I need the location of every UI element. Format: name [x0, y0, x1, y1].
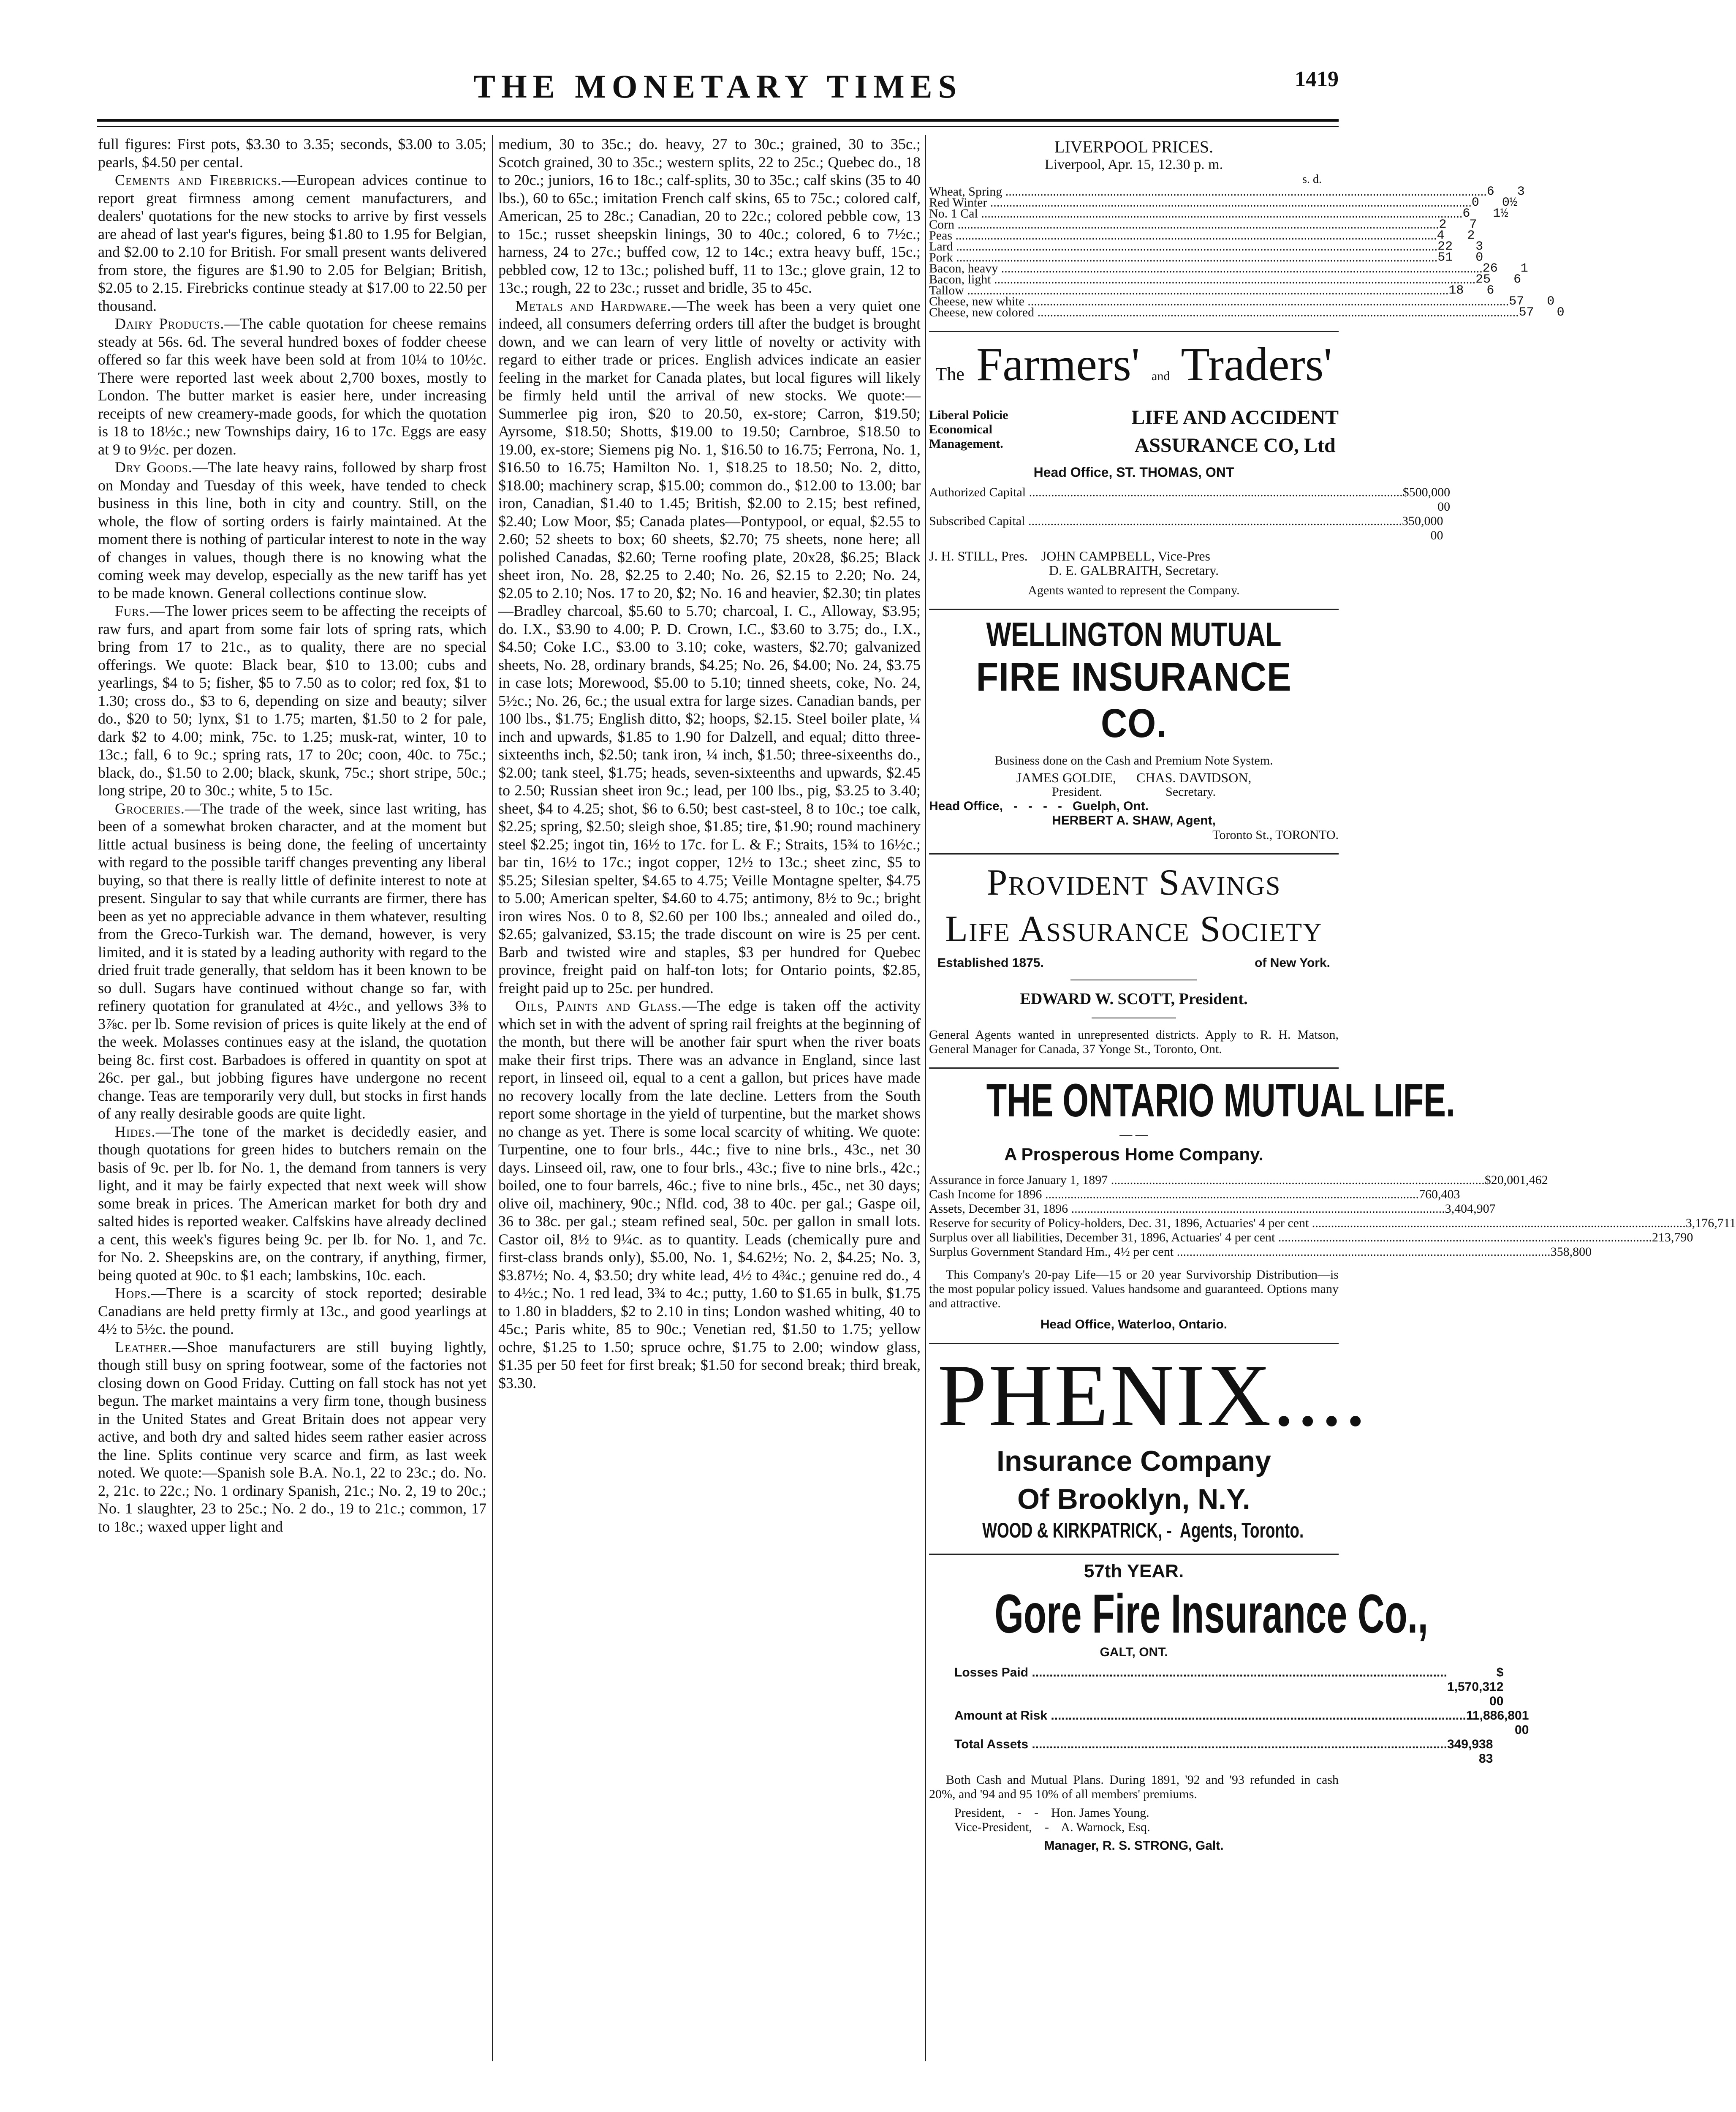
liverpool-item-value: 18 6 — [1448, 283, 1494, 298]
cements-heading: Cements and Firebricks. — [115, 171, 282, 188]
metals-text: —The week has been a very quiet one indeed, all consumers deferring orders till after the budget is brought down, and we can learn of very little of novelty or activity with regard to either trade or prices. English advices indicate an easier feeling in the market for Canada plates, but local figures will likely be firmly held until the arrival of new stocks. We quote:—Summerlee pig iron, $20 to 20.50, ex-store; Carron, $19.50; Ayrsome, $18.50; Shotts, $19.00 to 19.50; Carnbroe, $18.50 to 19.00, ex-store; Siemens pig No. 1, $16.50 to 16.75; Ferrona, No. 1, $16.50 to 16.75; Hamilton No. 1, $18.25 to 18.50; No. 2, ditto, $18.00; machinery scrap, $15.00; common do., $12.00 to 13.00; bar iron, Canadian, $1.40 to 1.45; British, $2.00 to 2.15; best refined, $2.40; Low Moor, $5; Canada plates—Pontypool, or equal, $2.55 to 2.60; 52 sheets to box; 60 sheets, $2.70; 75 sheets, none here; all polished Canadas, $2.60; Terne roofing plate, 20x28, $6.25; Black sheet iron, No. 28, $2.25 to 2.40; No. 26, $2.15 to 2.20; No. 24, $2.05 to 2.10; Nos. 17 to 20, $2; No. 16 and heavier, $2.30; tin plates—Bradley charcoal, $5.60 to 5.70; charcoal, I. C., Alloway, $3.95; do. I.X., $3.90 to 4.00; P. D. Crown, I.C., $3.60 to 3.75; do., I.X., $4.50; Coke I.C., $3.00 to 3.10; coke, wasters, $2.70; galvanized sheets, No. 28, ordinary brands, $4.25; No. 26, $4.00; No. 24, $3.75 in case lots; Morewood, $5.00 to 5.10; tinned sheets, coke, No. 24, 5½c.; No. 26, 6c.; the usual extra for large sizes. Canadian bands, per 100 lbs., $1.75; English ditto, $2; hoops, $2.15. Steel boiler plate, ¼ inch and upwards, $1.85 to 1.90 for Dalzell, and equal; ditto three-sixteenths inch, $2.50; tank iron, ¼ inch, $1.50; three-sixeenths do., $2.00; tank steel, $1.75; heads, seven-sixteenths and upwards, $2.45 to 2.50; Russian sheet iron 9c.; lead, per 100 lbs., pig, $3.25 to 3.40; sheet, $4 to 4.25; shot, $6 to 6.50; best cast-steel, 8 to 10c.; toe calk, $2.25; spring, $2.50; sleigh shoe, $1.85; tire, $1.90; round machinery steel $2.25; ingot tin, 16½ to 17c. for L. & F.; Straits, 15¾ to 16½c.; bar tin, 16½ to 17c.; ingot copper, 12½ to 13c.; sheet zinc, $5 to $5.25; Silesian spelter, $4.65 to 4.75; Veille Montagne spelter, $4.75 to 5.00; American spelter, $4.60 to 4.75; antimony, 8½ to 9c.; bright iron wires Nos. 0 to 8, $2.60 per 100 lbs.; annealed and oiled do., $2.65; galvanized, $3.15; the trade discount on wire is 25 per cent. Barb and twisted wire and staples, $3 per hundred for Quebec province, freight paid on half-ton lots; for Ontario points, $2.85, freight paid up to 25c. per hundred. — [498, 297, 921, 996]
provident-heading-2: Life Assurance Society — [945, 909, 1323, 950]
liverpool-prices-subtitle: Liverpool, Apr. 15, 12.30 p. m. — [1044, 157, 1223, 172]
liverpool-item-value: 22 3 — [1437, 240, 1483, 254]
groceries-text: —The trade of the week, since last writing, has been of a somewhat broken character, and at the moment but little actual business is being done, the feeling of uncertainty with regard to the possible tariff changes preventing any liberal buying, so that there is really little of definite interest to note at present. Singular to say that while currants are firmer, there has been as yet no appreciable advance in them whatever, resulting from the Greco-Turkish war. The demand, however, is very limited, and it is stated by a leading authority with regard to the dried fruit trade generally, that seldom has it been known to be so dull. Sugars have continued without change so far, with refinery quotation for granulated at 4½c., and yellows 3⅜ to 3⅞c. per lb. Some revision of prices is quite likely at the end of the week. Molasses continues easy at the island, the quotation being 8c. first cost. Barbadoes is offered in quantity on spot at 26c. per gal., but jobbing figures have undergone no recent change. Teas are temporarily very dull, but stocks in first hands of any really desirable goods are quite light. — [98, 800, 486, 1122]
phenix-line-1: Insurance Company — [997, 1445, 1271, 1477]
ontario-figure-value: 3,176,711 — [1685, 1216, 1736, 1230]
page-number: 1419 — [1295, 67, 1339, 91]
dry-goods-paragraph — [98, 458, 486, 602]
provident-established: Established 1875. — [937, 956, 1044, 970]
ft-farmers: Farmers' — [976, 338, 1140, 391]
leather-continued-paragraph: medium, 30 to 35c.; do. heavy, 27 to 30c.; grained, 30 to 35c.; Scotch grained, 30 to 35c.; western splits, 22 to 25c.; Quebec do., 18 to 20c.; juniors, 16 to 18c.; calf-splits, 30 to 35c.; calf skins (35 to 40 lbs.), 60 to 65c.; imitation French calf skins, 65 to 75c.; colored calf, American, 25 to 28c.; Canadian, 20 to 22c.; colored pebble cow, 13 to 15c.; russet sheepskin linings, 30 to 40c.; colored, 6 to 7½c.; harness, 24 to 27c.; buffed cow, 12 to 14c.; extra heavy buff, 15c.; pebbled cow, 12 to 13c.; polished buff, 11 to 13c.; glove grain, 12 to 13c.; rough, 22 to 23c.; russet and bridle, 35 to 45c. — [498, 136, 921, 296]
header-rule — [97, 119, 1339, 122]
provident-president: EDWARD W. SCOTT, President. — [1020, 990, 1248, 1008]
liverpool-item-name: Cheese, new colored ..... — [929, 307, 1519, 318]
page-title: THE MONETARY TIMES — [473, 68, 962, 105]
ft-agents: Agents wanted to represent the Company. — [1028, 583, 1240, 597]
ontario-figure-label: Reserve for security of Policy-holders, Dec. 31, 1896, Actuaries' 4 per cent ..... — [929, 1216, 1686, 1230]
ft-secretary: D. E. GALBRAITH, Secretary. — [1049, 563, 1219, 578]
phenix-heading: PHENIX.... — [937, 1347, 1368, 1445]
column-divider-2 — [925, 135, 926, 2061]
gore-figure-label: Amount at Risk ..... — [954, 1709, 1466, 1737]
liverpool-item-name: Bacon, heavy ..... — [929, 263, 1483, 274]
liverpool-item-name: Red Winter ..... — [929, 197, 1472, 208]
liverpool-prices-table — [929, 137, 1565, 332]
ft-auth-label: Authorized Capital ..... — [929, 485, 1403, 514]
ontario-figure-value: 3,404,907 — [1445, 1202, 1496, 1216]
ft-right-block — [1131, 404, 1339, 460]
ft-head-office: Head Office, ST. THOMAS, ONT — [1033, 465, 1234, 480]
phenix-agents: WOOD & KIRKPATRICK, - Agents, Toronto. — [982, 1519, 1304, 1542]
wellington-heading-2: FIRE INSURANCE CO. — [976, 654, 1292, 746]
ontario-figure-label: Surplus over all liabilities, December 31, 1896, Actuaries' 4 per cent ..... — [929, 1230, 1652, 1245]
ontario-figure-row — [929, 1202, 1496, 1216]
hops-text: —There is a scarcity of stock reported; desirable Canadians are held pretty firmly at 13c., and good yearlings at 4½ to 5½c. the pound. — [98, 1285, 486, 1337]
furs-heading: Furs. — [115, 602, 150, 619]
provident-general-agents: General Agents wanted in unrepresented districts. Apply to R. H. Matson, General Manager for Canada, 37 Yonge St., Toronto, Ont. — [929, 1028, 1339, 1056]
gore-figure-value: 11,886,801 00 — [1466, 1709, 1529, 1737]
gore-figure-label: Losses Paid ..... — [954, 1666, 1447, 1709]
gore-president: President, - - Hon. James Young. — [954, 1806, 1149, 1820]
ontario-figure-label: Assets, December 31, 1896 ..... — [929, 1202, 1445, 1216]
ft-sub-value: 350,000 00 — [1402, 514, 1443, 542]
gore-figure-row — [954, 1737, 1493, 1766]
metals-heading: Metals and Hardware. — [515, 297, 671, 314]
gore-figure-row — [954, 1666, 1504, 1709]
leather-heading: Leather. — [115, 1338, 172, 1355]
gore-heading: Gore Fire Insurance Co., — [994, 1583, 1428, 1644]
leather-text: —Shoe manufacturers are still buying lightly, though still busy on spring footwear, some of the factories not closing down on Good Friday. Cutting on fall stock has not yet begun. The market maintains a very firm tone, though business in the United States and Great Britain does not appear very active, and both dry and salted hides seem rather easier across the line. Splits continue very scarce and firm, as last week noted. We quote:—Spanish sole B.A. No.1, 22 to 23c.; do. No. 2, 21c. to 22c.; No. 1 ordinary Spanish, 21c.; No. 2, 19 to 20c.; No. 1 slaughter, 23 to 25c.; No. 2 do., 19 to 21c.; common, 17 to 18c.; waxed upper light and — [98, 1338, 486, 1535]
oils-heading: Oils, Paints and Glass. — [515, 997, 682, 1014]
wellington-head-office: Head Office, - - - - Guelph, Ont. — [929, 799, 1149, 813]
wellington-business: Business done on the Cash and Premium Note System. — [994, 754, 1273, 768]
liverpool-item-value: 6 3 — [1486, 185, 1525, 199]
cements-text: —European advices continue to report great firmness among cement manufacturers, and dealers' quotations for the new stocks to arrive by first vessels are ahead of last year's figures, being $1.80 to 1.95 for Belgian, and $2.00 to 2.10 for British. For small present wants delivered from store, the figures are $1.90 to 2.05 for Belgian; British, $2.05 to 2.15. Firebricks continue steady at $17.00 to 22.50 per thousand. — [98, 171, 486, 314]
ontario-figure-value: $20,001,462 — [1484, 1173, 1548, 1187]
liverpool-item-name: Wheat, Spring ..... — [929, 186, 1487, 197]
market-report-column-2 — [498, 135, 921, 1392]
hides-paragraph — [98, 1123, 486, 1285]
ft-the: The — [935, 364, 964, 384]
phenix-line-2: Of Brooklyn, N.Y. — [1017, 1483, 1250, 1515]
gore-fire-ad — [929, 1555, 1529, 1853]
provident-new-york: of New York. — [1255, 956, 1330, 970]
dairy-paragraph — [98, 315, 486, 458]
gore-year: 57th YEAR. — [1084, 1561, 1184, 1581]
gore-figure-row — [954, 1709, 1529, 1737]
ontario-figures — [929, 1173, 1736, 1259]
ontario-figure-row — [929, 1173, 1548, 1187]
dry-goods-text: —The late heavy rains, followed by sharp frost on Monday and Tuesday of this week, have tended to check business in this line, both in city and country. Still, on the whole, the flow of sorting orders is fairly maintained. At the moment there is nothing of particular interest to note in the way of changes in values, though there is no knowing what the coming week may develop, especially as the new tariff has yet to be made known. General collections continue slow. — [98, 459, 486, 601]
oils-text: —The edge is taken off the activity which set in with the advent of spring rail freights at the beginning of the month, but there will be another fair spurt when the river boats make their first trips. There was an advance in England, since last report, in linseed oil, equal to a cent a gallon, but prices have made no recovery locally from the late decline. Letters from the South report some shortage in the yield of turpentine, but the market shows no change as yet. There is some local scarcity of whiting. We quote: Turpentine, one to four brls., 44c.; five to nine brls., 43c., net 30 days. Linseed oil, raw, one to four brls., 43c.; five to nine brls., 42c.; boiled, one to four barrels, 46c.; five to nine brls., 45c., net 30 days; olive oil, machinery, 90c.; Nfld. cod, 38 to 40c. per gal.; Gaspe oil, 36 to 38c. per gal.; steam refined seal, 50c. per gallon in small lots. Castor oil, 8½ to 9¼c. as to quantity. Leads (chemically pure and first-class brands only), $5.00, No. 1, $4.62½; No. 2, $4.25; No. 3, $3.87½; No. 4, $3.50; dry white lead, 4½ to 4¾c.; genuine red do., 4 to 4½c.; No. 1 red lead, 3¾ to 4c.; putty, 1.60 to $1.65 in bulk, $1.75 to 1.80 in bladders, $2 to 2.10 in tins; London washed whiting, 40 to 45c.; Paris white, 85 to 90c.; Venetian red, $1.50 to 1.75; yellow ochre, $1.25 to 1.50; spruce ochre, $1.75 to 2.00; window glass, $1.35 per 50 feet for first break; $1.50 for second break; third break, $3.30. — [498, 997, 921, 1391]
ontario-dash: — — — [1119, 1127, 1148, 1141]
gore-manager: Manager, R. S. STRONG, Galt. — [1044, 1839, 1224, 1853]
gore-place: GALT, ONT. — [1100, 1645, 1168, 1659]
ft-and: and — [1152, 369, 1170, 383]
liverpool-item-name: Pork ..... — [929, 252, 1437, 263]
liverpool-item-value: 2 7 — [1439, 218, 1477, 232]
liverpool-item-value: 6 1½ — [1462, 207, 1508, 221]
header-rule-thin — [97, 126, 1339, 127]
liverpool-item-value: 4 2 — [1437, 229, 1475, 243]
dry-goods-heading: Dry Goods. — [115, 459, 193, 476]
ft-sub-label: Subscribed Capital ..... — [929, 514, 1402, 543]
liverpool-item-value: 0 0½ — [1471, 196, 1517, 210]
ontario-note: This Company's 20-pay Life—15 or 20 year Survivorship Distribution—is the most popular policy issued. Values handsome and guaranteed. Options many and attractive. — [929, 1268, 1339, 1310]
gore-figure-value: $ 1,570,312 00 — [1447, 1666, 1504, 1708]
hops-paragraph — [98, 1284, 486, 1338]
hides-heading: Hides. — [115, 1123, 156, 1140]
ft-left-line-3: Management. — [929, 437, 1003, 451]
ontario-figure-row — [929, 1216, 1736, 1230]
leather-paragraph — [98, 1338, 486, 1536]
wellington-officers: JAMES GOLDIE, CHAS. DAVIDSON, — [1016, 770, 1252, 785]
groceries-heading: Groceries. — [115, 800, 185, 817]
liverpool-item-name: Bacon, light ..... — [929, 274, 1475, 285]
phenix-ad — [929, 1344, 1368, 1555]
ontario-figure-label: Cash Income for 1896 ..... — [929, 1187, 1419, 1202]
liverpool-item-name: Cheese, new white ..... — [929, 296, 1509, 307]
liverpool-item-value: 51 0 — [1437, 250, 1483, 265]
ontario-mutual-ad — [929, 1069, 1736, 1344]
provident-established-row — [937, 956, 1330, 970]
liverpool-prices-title: LIVERPOOL PRICES. — [1054, 137, 1214, 156]
liverpool-item-name: Lard ..... — [929, 241, 1437, 252]
liverpool-row — [929, 305, 1565, 320]
ft-traders: Traders' — [1181, 338, 1332, 391]
ft-right-line-1: LIFE AND ACCIDENT — [1131, 406, 1339, 429]
farmers-traders-ad — [929, 332, 1451, 610]
ft-right-line-2: ASSURANCE CO, Ltd — [1134, 434, 1336, 457]
ontario-tagline: A Prosperous Home Company. — [1004, 1144, 1263, 1164]
metals-paragraph — [498, 297, 921, 997]
ft-left-block — [929, 408, 1008, 451]
intro-paragraph: full figures: First pots, $3.30 to 3.35; seconds, $3.00 to 3.05; pearls, $4.50 per cental. — [98, 136, 486, 171]
ontario-figure-value: 760,403 — [1418, 1187, 1460, 1201]
liverpool-item-value: 26 1 — [1482, 261, 1528, 276]
hops-heading: Hops. — [115, 1285, 151, 1301]
farmers-traders-heading — [929, 337, 1339, 404]
gore-vice-president: Vice-President, - A. Warnock, Esq. — [954, 1820, 1150, 1834]
dairy-text: —The cable quotation for cheese remains steady at 56s. 6d. The several hundred boxes of fodder cheese offered so far this week have been sold at from 10¼ to 10½c. There were reported last week about 2,700 boxes, mostly to London. The butter market is easier here, under increasing receipts of new creamery-made goods, for which the quotation is 18 to 18½c.; new Townships dairy, 16 to 17c. Eggs are easy at 9 to 9½c. per dozen. — [98, 315, 486, 458]
ft-row — [929, 404, 1339, 460]
liverpool-item-value: 25 6 — [1475, 272, 1521, 287]
market-report-column-1 — [98, 135, 486, 1535]
ontario-figure-value: 213,790 — [1652, 1230, 1693, 1244]
ontario-figure-row — [929, 1187, 1460, 1202]
ontario-figure-row — [929, 1245, 1592, 1259]
dairy-heading: Dairy Products. — [115, 315, 225, 332]
furs-text: —The lower prices seem to be affecting the receipts of raw furs, and apart from some fair lots of spring rats, which bring from 17 to 21c., as to quality, there are no special offerings. We quote: Black bear, $10 to 13.00; cubs and yearlings, $4 to 5; fisher, $5 to 7.50 as to color; red fox, $1 to 1.30; cross do., $3 to 6, depending on size and beauty; silver do., $20 to 50; lynx, $1 to 1.75; marten, $1.50 to 2 for pale, dark $2 to 4.00; mink, 75c. to 1.25; musk-rat, winter, 10 to 13c.; fall, 6 to 9c.; spring rats, 17 to 20c; coon, 40c. to 75c.; black, do., $1.50 to 2.00; black, skunk, 75c.; short stripe, 50c.; long stripe, 20 to 30c.; white, 5 to 15c. — [98, 602, 486, 799]
ontario-heading: THE ONTARIO MUTUAL LIFE. — [986, 1075, 1455, 1127]
ontario-figure-value: 358,800 — [1550, 1245, 1592, 1259]
ontario-head-office: Head Office, Waterloo, Ontario. — [1040, 1317, 1228, 1331]
column-1 — [98, 135, 486, 2070]
liverpool-item-name: Peas ..... — [929, 230, 1437, 241]
hides-text: —The tone of the market is decidedly easier, and though quotations for green hides to butchers remain on the basis of 9c. per lb. for No. 1, the demand from tanners is very light, and it may be fairly expected that next week will show some break in prices. The American market for both dry and salted hides is reported weaker. Calfskins have already declined a cent, this week's figures being 9c. per lb. for No. 1, and 7c. for No. 2. Sheepskins are, on the contrary, if anything, firmer, being quoted at 90c. to $1 each; lambskins, 10c. each. — [98, 1123, 486, 1284]
ontario-figure-label: Assurance in force January 1, 1897 ..... — [929, 1173, 1485, 1187]
ontario-figure-row — [929, 1230, 1693, 1245]
cements-paragraph — [98, 171, 486, 315]
liverpool-item-name: Corn ..... — [929, 219, 1439, 230]
liverpool-item-value: 57 0 — [1509, 294, 1555, 309]
liverpool-item-value: 57 0 — [1519, 305, 1565, 320]
wellington-heading-1: WELLINGTON MUTUAL — [986, 615, 1282, 653]
liverpool-item-name: No. 1 Cal ..... — [929, 208, 1462, 219]
ft-left-line-2: Economical — [929, 422, 992, 436]
oils-paragraph — [498, 997, 921, 1392]
ft-subscribed-capital — [929, 514, 1443, 543]
groceries-paragraph — [98, 800, 486, 1123]
wellington-agent-address: Toronto St., TORONTO. — [1212, 828, 1339, 842]
provident-savings-ad — [929, 855, 1339, 1069]
wellington-titles: President. Secretary. — [1052, 785, 1216, 799]
provident-heading-1: Provident Savings — [986, 862, 1281, 903]
ft-officers: J. H. STILL, Pres. JOHN CAMPBELL, Vice-Pres — [929, 548, 1210, 563]
ontario-figure-label: Surplus Government Standard Hm., 4½ per cent ..... — [929, 1245, 1551, 1259]
column-3-advertisements — [929, 135, 1736, 2095]
gore-figure-value: 349,938 83 — [1447, 1737, 1493, 1766]
column-divider-1 — [492, 135, 493, 2061]
column-2 — [498, 135, 921, 2070]
liverpool-rows — [929, 185, 1565, 320]
ft-authorized-capital — [929, 485, 1451, 514]
wellington-agent: HERBERT A. SHAW, Agent, — [1052, 814, 1216, 827]
wellington-mutual-ad — [929, 610, 1339, 855]
gore-note: Both Cash and Mutual Plans. During 1891, '92 and '93 refunded in cash 20%, and '94 and 95 10% of all members' premiums. — [929, 1773, 1339, 1801]
ft-left-line-1: Liberal Policie — [929, 408, 1008, 422]
liverpool-units: s. d. — [1302, 173, 1322, 186]
liverpool-item-name: Tallow ..... — [929, 285, 1448, 296]
ft-auth-value: $500,000 00 — [1402, 485, 1451, 514]
gore-figures — [954, 1666, 1529, 1766]
furs-paragraph — [98, 602, 486, 800]
gore-figure-label: Total Assets ..... — [954, 1737, 1447, 1766]
